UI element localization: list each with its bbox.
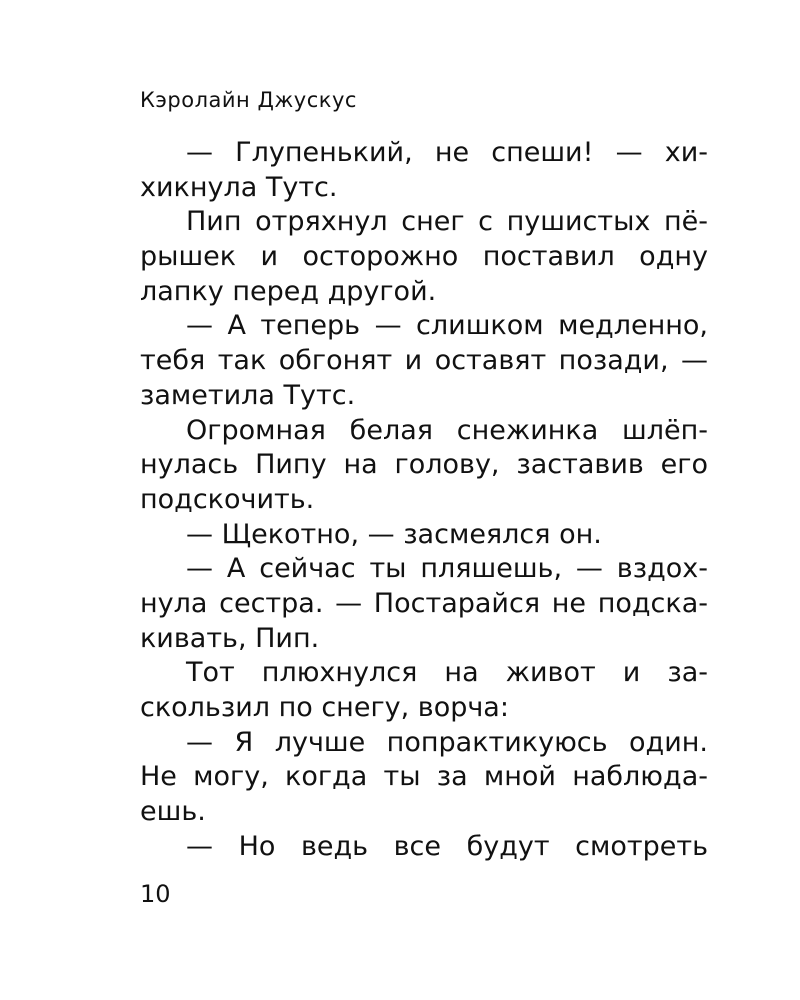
page-number: 10 xyxy=(140,880,171,908)
text-line-15: кивать, Пип. xyxy=(140,622,320,654)
text-line-18: — Я лучше попрактикуюсь один. xyxy=(186,726,708,758)
text-line-17: скользил по снегу, ворча: xyxy=(140,692,509,723)
text-line-8: заметила Тутс. xyxy=(140,379,356,411)
text-line-4: рышек и осторожно поставил одну xyxy=(140,241,708,273)
text-line-16: Тот плюхнулся на живот и за- xyxy=(186,657,708,689)
text-line-5: лапку перед другой. xyxy=(140,275,437,307)
text-line-19: Не могу, когда ты за мной наблюда- xyxy=(140,761,708,793)
text-line-6: — А теперь — слишком медленно, xyxy=(186,310,708,342)
text-line-2: хикнула Тутс. xyxy=(140,171,338,203)
text-line-10: нулась Пипу на голову, заставив его xyxy=(140,449,708,481)
body-text xyxy=(140,136,708,864)
text-line-3: Пип отряхнул снег с пушистых пё- xyxy=(186,206,708,238)
text-line-20: ешь. xyxy=(140,796,206,828)
text-line-12: — Щекотно, — засмеялся он. xyxy=(186,518,602,550)
text-line-11: подскочить. xyxy=(140,483,315,515)
text-line-21: — Но ведь все будут смотреть xyxy=(186,830,708,862)
text-line-9: Огромная белая снежинка шлёп- xyxy=(186,414,708,446)
running-head-author: Кэролайн Джускус xyxy=(140,88,357,112)
text-line-7: тебя так обгонят и оставят позади, — xyxy=(140,345,708,377)
text-line-1: — Глупенький, не спеши! — хи- xyxy=(186,137,708,168)
text-line-13: — А сейчас ты пляшешь, — вздох- xyxy=(186,553,708,585)
text-line-14: нула сестра. — Постарайся не подска- xyxy=(140,587,708,619)
